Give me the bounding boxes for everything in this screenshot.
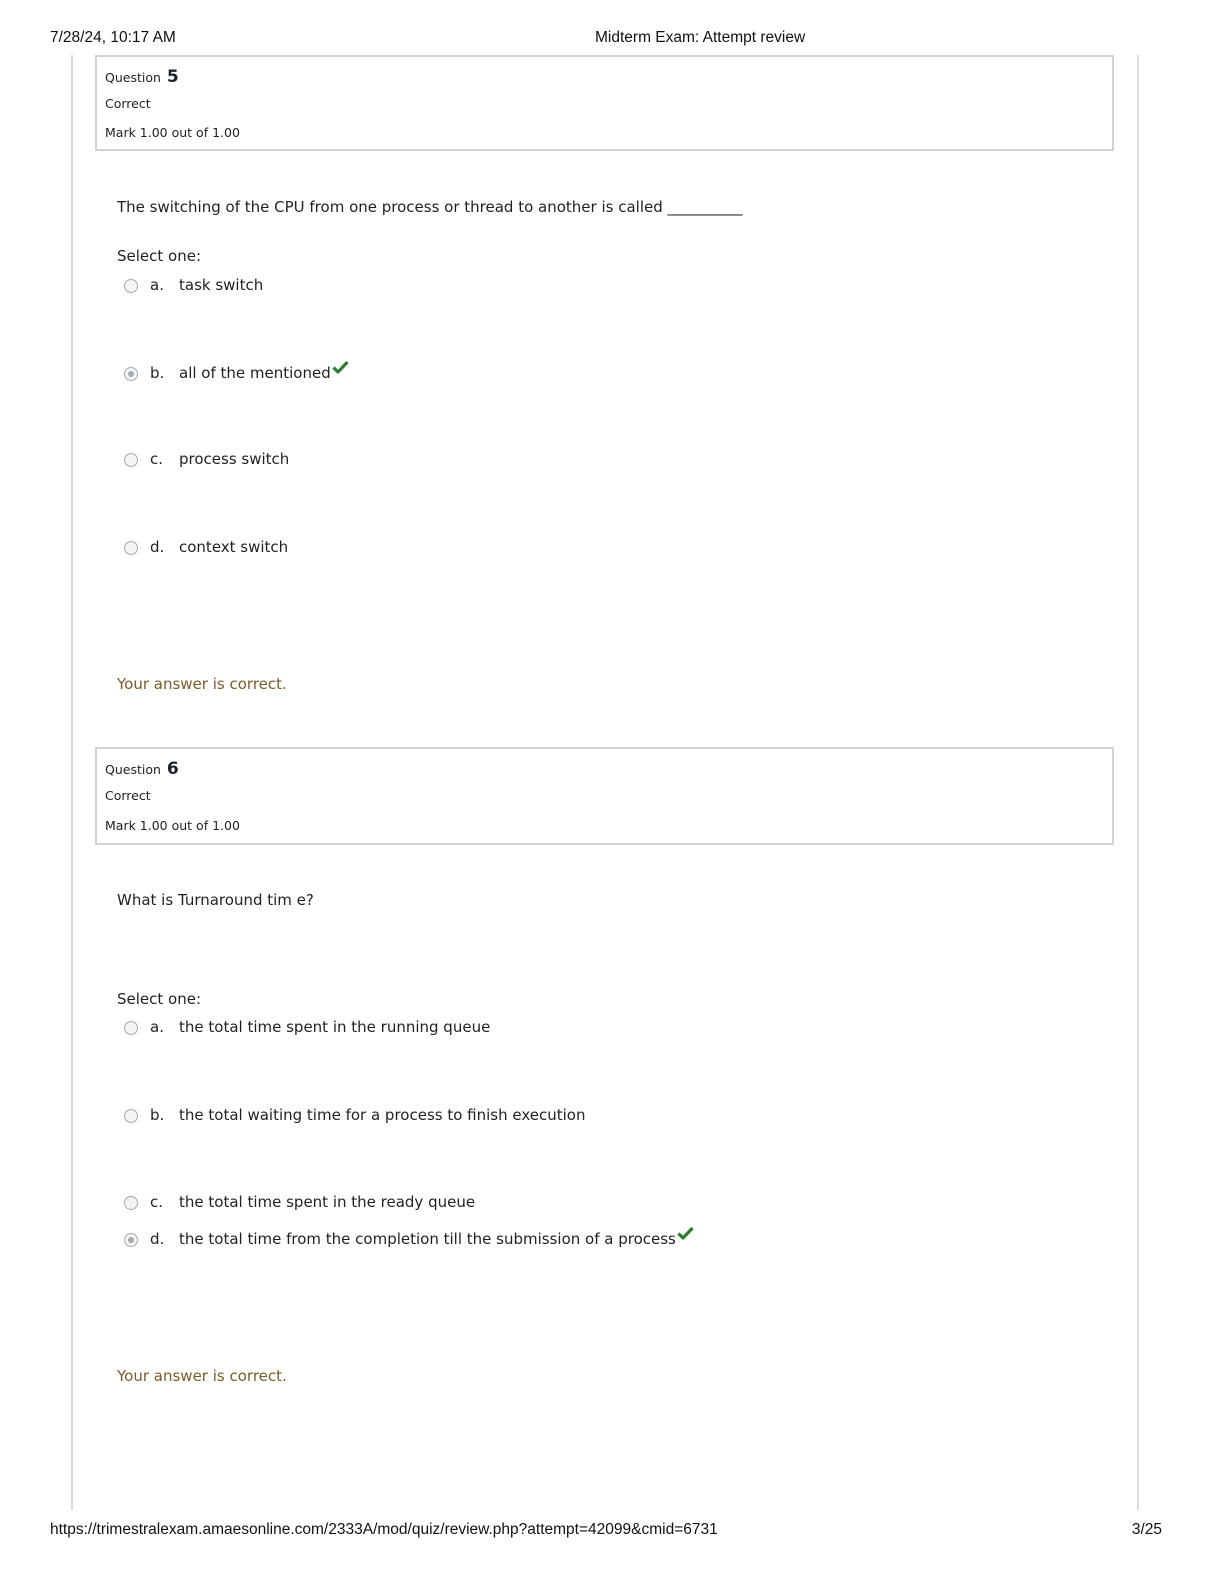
option-letter: b.: [150, 364, 165, 382]
option-letter: a.: [150, 1018, 164, 1036]
question-6-info-box: [95, 747, 1114, 845]
radio-button[interactable]: [124, 453, 138, 467]
page-left-border: [71, 55, 73, 1510]
question-state: Correct: [105, 96, 151, 111]
option-text: process switch: [179, 450, 290, 468]
radio-button[interactable]: [124, 541, 138, 555]
question-number-value: 5: [166, 67, 179, 87]
print-footer: [50, 1521, 1162, 1541]
question-grade: Mark 1.00 out of 1.00: [105, 818, 240, 833]
print-header: [50, 29, 1162, 49]
option-text: context switch: [179, 538, 289, 556]
page-right-border: [1137, 55, 1139, 1510]
option-label-wrap: [179, 364, 349, 382]
print-page-title: Midterm Exam: Attempt review: [595, 29, 806, 46]
page-number: 3/25: [1131, 1521, 1162, 1538]
question-label: Question: [105, 70, 161, 85]
question-label: Question: [105, 762, 161, 777]
question-state: Correct: [105, 788, 151, 803]
option-text: the total time spent in the running queue: [179, 1018, 491, 1036]
option-text: the total time from the completion till the submission of a process: [179, 1230, 676, 1248]
correct-check-icon: [332, 360, 349, 378]
correct-check-icon: [677, 1226, 694, 1244]
option-letter: a.: [150, 276, 164, 294]
radio-button[interactable]: [124, 1021, 138, 1035]
option-text: task switch: [179, 276, 264, 294]
option-text: all of the mentioned: [179, 364, 331, 382]
radio-button[interactable]: [124, 279, 138, 293]
question-text: What is Turnaround tim e?: [117, 891, 314, 909]
option-text: the total waiting time for a process to finish execution: [179, 1106, 586, 1124]
radio-button[interactable]: [124, 1109, 138, 1123]
option-letter: d.: [150, 1230, 165, 1248]
question-text: The switching of the CPU from one process or thread to another is called __________: [117, 198, 743, 216]
radio-button-selected[interactable]: [124, 1233, 138, 1247]
select-one-prompt: Select one:: [117, 247, 202, 265]
page-url: https://trimestralexam.amaesonline.com/2333A/mod/quiz/review.php?attempt=42099&cmid=6731: [50, 1521, 718, 1538]
question-number: [105, 759, 179, 779]
option-letter: c.: [150, 1193, 164, 1211]
radio-button[interactable]: [124, 1196, 138, 1210]
answer-feedback: Your answer is correct.: [117, 1367, 287, 1385]
question-number: [105, 67, 179, 87]
radio-button-selected[interactable]: [124, 367, 138, 381]
question-number-value: 6: [166, 759, 179, 779]
option-letter: b.: [150, 1106, 165, 1124]
question-5-info-box: [95, 55, 1114, 151]
answer-feedback: Your answer is correct.: [117, 675, 287, 693]
option-text: the total time spent in the ready queue: [179, 1193, 476, 1211]
option-letter: d.: [150, 538, 165, 556]
option-label-wrap: [179, 1230, 694, 1248]
option-letter: c.: [150, 450, 164, 468]
print-datetime: 7/28/24, 10:17 AM: [50, 29, 176, 46]
select-one-prompt: Select one:: [117, 990, 202, 1008]
question-grade: Mark 1.00 out of 1.00: [105, 125, 240, 140]
